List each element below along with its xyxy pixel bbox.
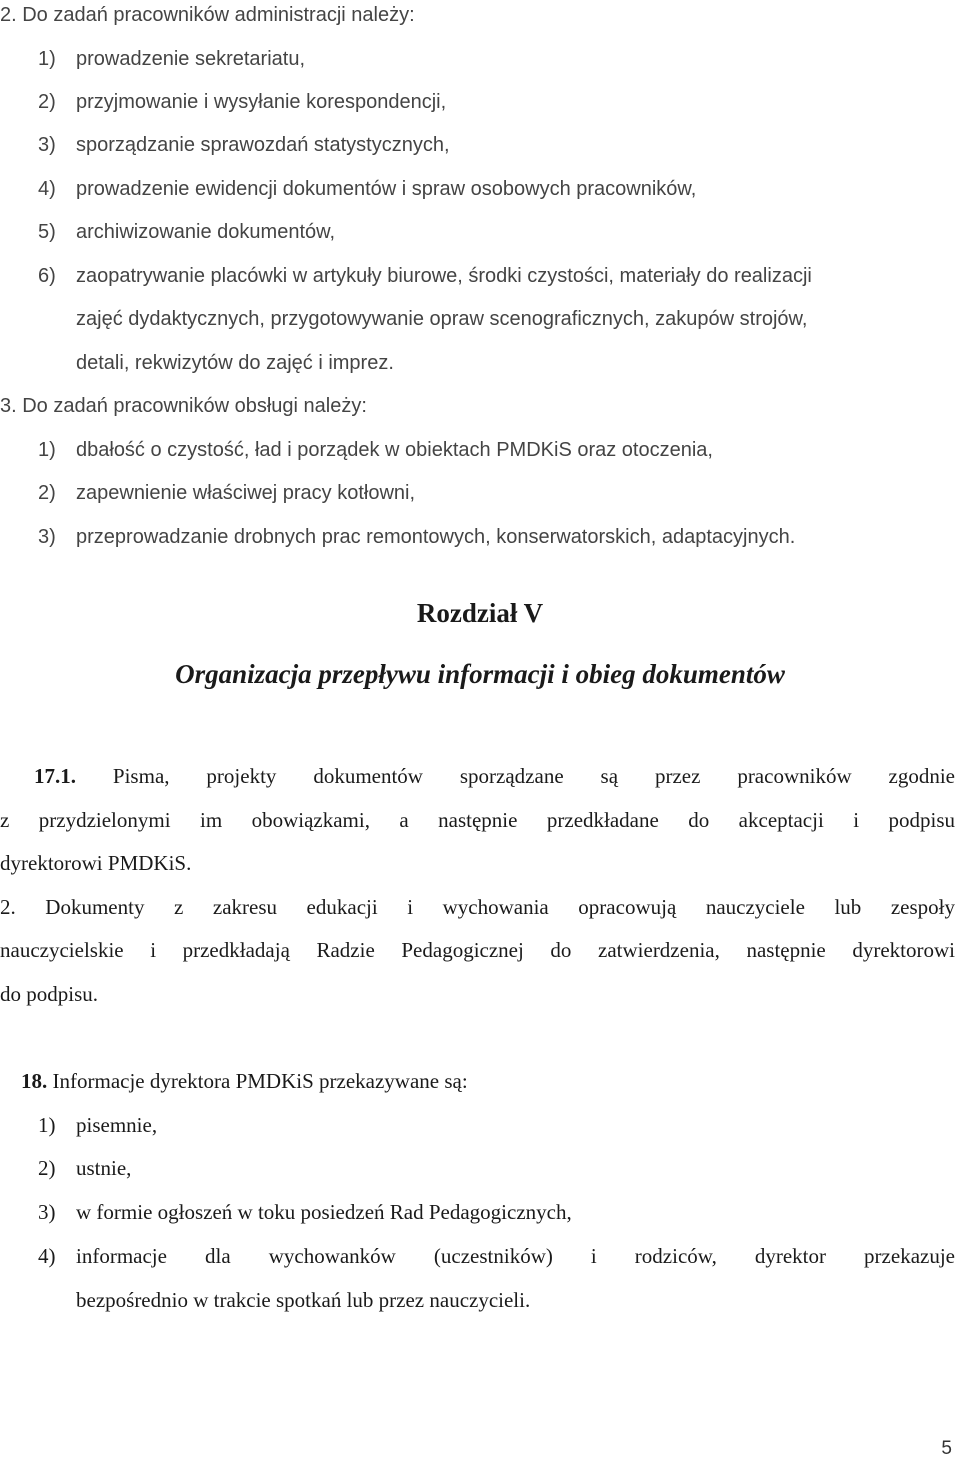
list-number: 2) <box>38 91 56 113</box>
list-number: 2) <box>38 482 56 504</box>
list-text: pisemnie, <box>76 1113 158 1137</box>
list-number: 4) <box>38 1244 56 1268</box>
par17-p2-line1: 2. Dokumenty z zakresu edukacji i wychowania opracowują nauczyciele lub zespoły <box>0 895 955 919</box>
list-text: przyjmowanie i wysyłanie korespondencji, <box>76 91 447 113</box>
list-number: 3) <box>38 134 56 156</box>
list-text: prowadzenie sekretariatu, <box>76 48 306 70</box>
list-number: 2) <box>38 1156 56 1180</box>
list-number: 5) <box>38 221 56 243</box>
list-number: 1) <box>38 1113 56 1137</box>
list-text: sporządzanie sprawozdań statystycznych, <box>76 134 450 156</box>
list-number: 3) <box>38 1200 56 1224</box>
page-number: 5 <box>941 1438 952 1459</box>
par18-intro-line <box>21 1068 468 1094</box>
par18-marker: 18. <box>21 1069 48 1093</box>
section2-intro: 2. Do zadań pracowników administracji należy: <box>0 4 415 26</box>
list-text: archiwizowanie dokumentów, <box>76 221 336 243</box>
list-number: 6) <box>38 265 56 287</box>
list-text: informacje dla wychowanków (uczestników) i rodziców, dyrektor przekazuje <box>76 1244 955 1268</box>
list-number: 4) <box>38 178 56 200</box>
list-text: przeprowadzanie drobnych prac remontowych, konserwatorskich, adaptacyjnych. <box>76 526 796 548</box>
par17-line1 <box>0 763 955 789</box>
par17-marker: 17.1. <box>34 764 76 788</box>
list-number: 3) <box>38 526 56 548</box>
list-item-continuation: detali, rekwizytów do zajęć i imprez. <box>76 352 394 374</box>
list-text: prowadzenie ewidencji dokumentów i spraw osobowych pracowników, <box>76 178 697 200</box>
par18-intro: Informacje dyrektora PMDKiS przekazywane są: <box>52 1069 468 1093</box>
list-number: 1) <box>38 439 56 461</box>
par17-line3: dyrektorowi PMDKiS. <box>0 851 192 875</box>
list-text: zaopatrywanie placówki w artykuły biurowe, środki czystości, materiały do realizacji <box>76 265 812 287</box>
par17-line2: z przydzielonymi im obowiązkami, a następnie przedkładane do akceptacji i podpisu <box>0 808 955 832</box>
list-text: dbałość o czystość, ład i porządek w obiektach PMDKiS oraz otoczenia, <box>76 439 713 461</box>
par17-p2-line2: nauczycielskie i przedkładają Radzie Pedagogicznej do zatwierdzenia, następnie dyrektorowi <box>0 938 955 962</box>
chapter-title: Rozdział V <box>416 598 544 628</box>
list-text: zapewnienie właściwej pracy kotłowni, <box>76 482 416 504</box>
par17-p2-line3: do podpisu. <box>0 982 99 1006</box>
chapter-subtitle: Organizacja przepływu informacji i obieg dokumentów <box>175 659 785 689</box>
list-text: w formie ogłoszeń w toku posiedzeń Rad Pedagogicznych, <box>76 1200 572 1224</box>
list-item-continuation: bezpośrednio w trakcie spotkań lub przez nauczycieli. <box>76 1288 531 1312</box>
par17-text: Pisma, projekty dokumentów sporządzane są przez pracowników zgodnie <box>112 764 956 788</box>
list-item-continuation: zajęć dydaktycznych, przygotowywanie opraw scenograficznych, zakupów strojów, <box>76 308 808 330</box>
list-text: ustnie, <box>76 1156 132 1180</box>
section3-intro: 3. Do zadań pracowników obsługi należy: <box>0 395 367 417</box>
list-number: 1) <box>38 48 56 70</box>
